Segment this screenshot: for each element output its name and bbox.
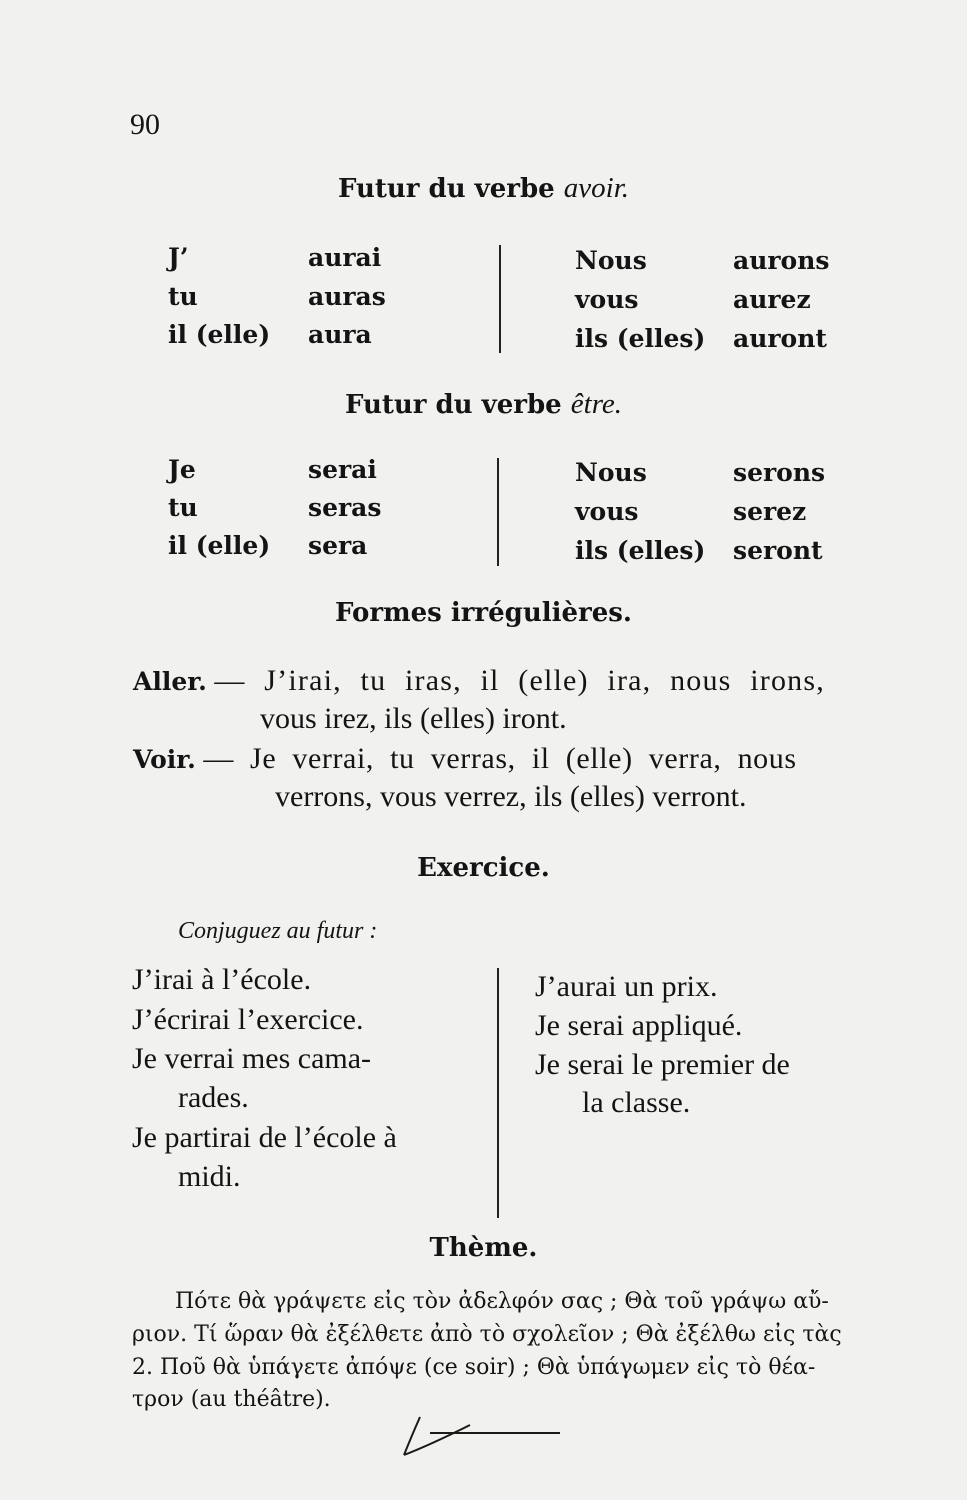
- theme-line-3: 2. Ποῦ θὰ ὑπάγετε ἀπόψε (ce soir) ; Θὰ ὑπάγωμεν εἰς τὸ θέα-: [132, 1355, 816, 1380]
- aller-label: Aller.: [133, 667, 207, 696]
- avoir-pronoun-4: Nous: [575, 246, 647, 275]
- exercise-right-line-1: J’aurai un prix.: [535, 970, 718, 1003]
- etre-title-prefix: Futur du verbe: [344, 390, 562, 420]
- exercise-instruction: Conjuguez au futur :: [178, 918, 378, 944]
- voir-line-2: verrons, vous verrez, ils (elles) verront.: [275, 780, 747, 813]
- exercise-left-line-4: rades.: [178, 1081, 249, 1114]
- etre-pronoun-2: tu: [168, 493, 198, 522]
- voir-line-1: [133, 742, 797, 776]
- avoir-form-2: auras: [308, 282, 386, 311]
- etre-form-3: sera: [308, 531, 368, 560]
- pencil-mark: [390, 1405, 570, 1465]
- exercise-left-line-6: midi.: [178, 1160, 241, 1193]
- aller-line-1: [133, 664, 825, 698]
- avoir-form-5: aurez: [733, 285, 811, 314]
- etre-pronoun-6: ils (elles): [575, 536, 706, 565]
- avoir-pronoun-1: J’: [168, 243, 189, 272]
- aller-line-2: vous irez, ils (elles) iront.: [260, 702, 567, 735]
- aller-text-1: — J’irai, tu iras, il (elle) ira, nous irons,: [214, 664, 825, 697]
- avoir-title: [0, 172, 967, 205]
- etre-form-6: seront: [733, 536, 823, 565]
- etre-form-5: serez: [733, 497, 807, 526]
- voir-text-1: — Je verrai, tu verras, il (elle) verra, nous: [203, 742, 797, 775]
- page-number: 90: [130, 108, 160, 141]
- exercise-title: Exercice.: [417, 853, 550, 883]
- theme-title: Thème.: [429, 1233, 538, 1263]
- etre-pronoun-4: Nous: [575, 458, 647, 487]
- etre-divider: [497, 458, 499, 566]
- exercise-left-line-5: Je partirai de l’école à: [132, 1121, 397, 1154]
- avoir-title-prefix: Futur du verbe: [337, 174, 555, 204]
- etre-pronoun-3: il (elle): [168, 531, 271, 560]
- avoir-pronoun-3-text: il (elle): [168, 320, 271, 349]
- etre-title: [0, 388, 967, 421]
- exercise-left-line-2: J’écrirai l’exercice.: [132, 1003, 364, 1036]
- theme-line-2: ριον. Τί ὥραν θὰ ἐξέλθετε ἀπὸ τὸ σχολεῖον ; Θὰ ἐξέλθω εἰς τὰς: [132, 1322, 842, 1347]
- exercise-divider: [497, 968, 499, 1218]
- avoir-form-4: aurons: [733, 246, 830, 275]
- etre-pronoun-1: Je: [168, 455, 196, 484]
- avoir-pronoun-3: [168, 320, 270, 349]
- theme-line-4: τρον (au théâtre).: [132, 1387, 331, 1412]
- avoir-title-verb: avoir.: [563, 172, 630, 204]
- exercise-right-line-3: Je serai le premier de: [535, 1048, 790, 1081]
- etre-form-1: serai: [308, 455, 377, 484]
- avoir-pronoun-6: ils (elles): [575, 324, 706, 353]
- exercise-left-line-1: J’irai à l’école.: [132, 963, 312, 996]
- avoir-form-1: aurai: [308, 243, 382, 272]
- avoir-divider: [499, 245, 501, 353]
- etre-form-2: seras: [308, 493, 382, 522]
- avoir-form-6: auront: [733, 324, 827, 353]
- etre-form-4: serons: [733, 458, 826, 487]
- exercise-left-line-3: Je verrai mes cama-: [132, 1042, 372, 1075]
- avoir-pronoun-5: vous: [575, 285, 639, 314]
- etre-title-verb: être.: [570, 388, 623, 420]
- theme-line-1: Πότε θὰ γράψετε εἰς τὸν ἀδελφόν σας ; Θὰ τοῦ γράψω αὔ-: [175, 1289, 829, 1314]
- exercise-right-line-2: Je serai appliqué.: [535, 1009, 743, 1042]
- avoir-form-3: aura: [308, 320, 372, 349]
- exercise-right-line-4: la classe.: [582, 1086, 691, 1119]
- irregular-title: Formes irrégulières.: [335, 598, 632, 628]
- etre-pronoun-5: vous: [575, 497, 639, 526]
- avoir-pronoun-2: tu: [168, 282, 198, 311]
- voir-label: Voir.: [133, 745, 196, 774]
